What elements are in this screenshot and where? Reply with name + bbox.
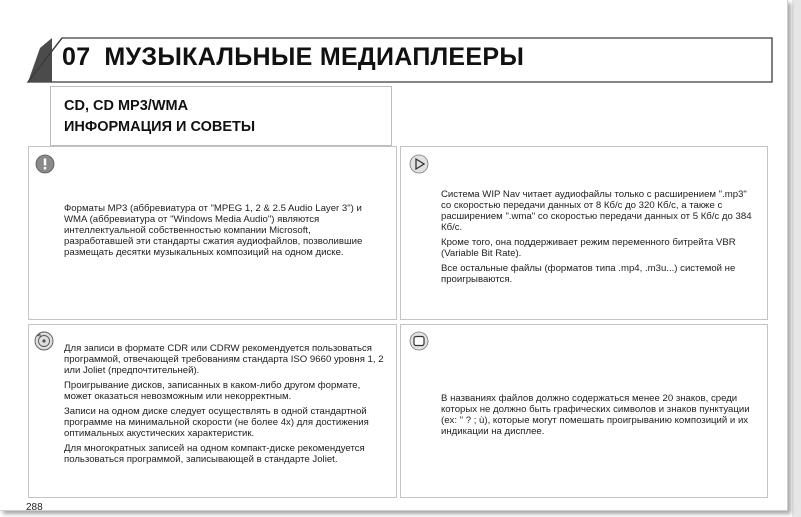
formats-text	[64, 203, 382, 262]
rounded-square-icon	[409, 331, 429, 351]
card-formats	[28, 146, 397, 320]
card-system	[400, 146, 768, 320]
formats-paragraph-1: Форматы MP3 (аббревиатура от "MPEG 1, 2 & 2.5 Audio Layer 3") и WMA (аббревиатура от "Windows Media Audio") являются интеллектуальной собственностью компании Microsoft, разработавшей эти стандарты сжатия аудиофайлов, позволившие размещать десятки музыкальных композиций на одном диске.	[64, 203, 363, 258]
recording-paragraph-3: Записи на одном диске следует осуществлять в одной стандартной программе на минимальной скорости (не более 4x) для достижения оптимальных акустических характеристик.	[64, 406, 369, 439]
chapter-title-text: МУЗЫКАЛЬНЫЕ МЕДИАПЛЕЕРЫ	[104, 43, 525, 71]
filenames-text	[441, 393, 761, 441]
warning-exclamation-icon	[35, 154, 55, 174]
recording-text	[64, 343, 389, 469]
recording-paragraph-2: Проигрывание дисков, записанных в каком-либо другом формате, может оказаться невозможным или некорректным.	[64, 380, 361, 402]
system-paragraph-3: Все остальные файлы (форматов типа .mp4, .m3u...) системой не проигрываются.	[441, 263, 736, 285]
disc-recycle-icon	[34, 331, 54, 351]
filenames-paragraph-1: В названиях файлов должно содержаться менее 20 знаков, среди которых не должно быть графических символов и знаков пунктуации (ex: " ? ; ù), которые могут помешать проигрыванию композиций и их индикации на дисплее.	[441, 393, 750, 437]
section-title-line2: ИНФОРМАЦИЯ И СОВЕТЫ	[64, 119, 256, 135]
recording-paragraph-4: Для многократных записей на одном компакт-диске рекомендуется пользоваться программой, записывающей в стандарте Joliet.	[64, 443, 365, 465]
section-title	[64, 96, 255, 138]
system-paragraph-1: Система WIP Nav читает аудиофайлы только с расширением ".mp3" со скоростью передачи данных от 8 Кб/с до 320 Кб/с, а также с расширением ".wma" со скоростью передачи данных от 5 Кб/с до 384 Кб/с.	[441, 189, 752, 233]
card-recording	[28, 324, 397, 498]
recording-paragraph-1: Для записи в формате CDR или CDRW рекомендуется пользоваться программой, отвечающей требованиям стандарта ISO 9660 уровня 1, 2 или Joliet (предпочтительней).	[64, 343, 384, 376]
system-paragraph-2: Кроме того, она поддерживает режим переменного битрейта VBR (Variable Bit Rate).	[441, 237, 736, 259]
system-text	[441, 189, 759, 289]
chapter-number: 07	[62, 43, 91, 71]
play-arrow-icon	[409, 154, 429, 174]
section-title-line1: CD, CD MP3/WMA	[64, 98, 189, 114]
chapter-title	[62, 43, 524, 72]
page-number: 288	[26, 502, 43, 513]
card-filenames	[400, 324, 768, 498]
banner-tab-shape	[28, 38, 52, 82]
